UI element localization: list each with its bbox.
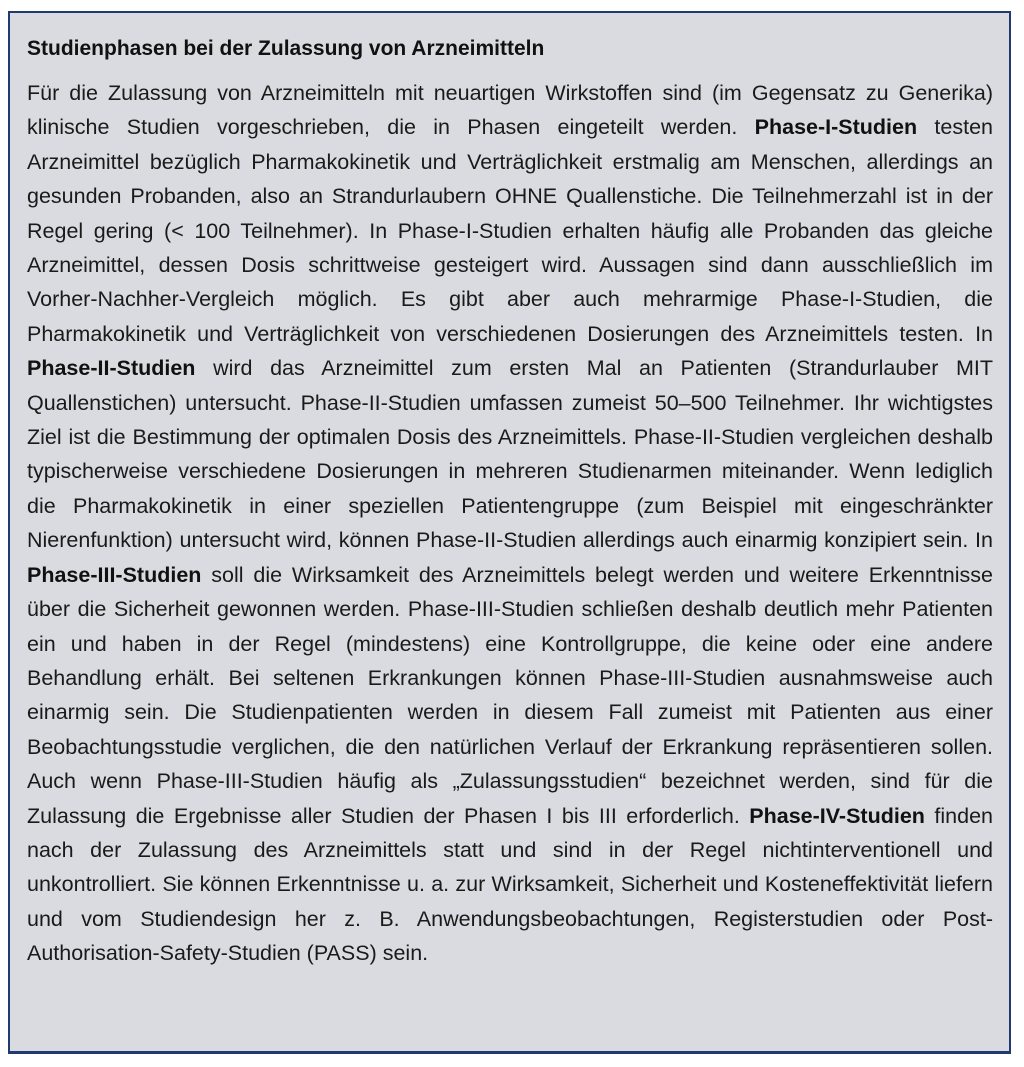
body-text-segment: finden nach der Zulassung des Arzneimittels statt und sind in der Regel nichtinterventionell und unkontrolliert. Sie können Erkenntnisse u. a. zur Wirksamkeit, Sicherheit und Kosteneffektivität liefern und vom Studiendesign her z. B. Anwendungsbeobachtungen, Registerstudien oder Post-Authorisation-Safety-Studien (PASS) sein. (27, 803, 993, 966)
body-text-segment: wird das Arzneimittel zum ersten Mal an Patienten (Strandurlauber MIT Quallenstichen) untersucht. Phase-II-Studien umfassen zumeist 50–500 Teilnehmer. Ihr wichtigstes Ziel ist die Bestimmung der optimalen Dosis des Arzneimittels. Phase-II-Studien vergleichen deshalb typischerweise verschiedene Dosierungen in mehreren Studienarmen miteinander. Wenn lediglich die Pharmakokinetik in einer speziellen Patientengruppe (zum Beispiel mit eingeschränkter Nierenfunktion) untersucht wird, können Phase-II-Studien allerdings auch einarmig konzipiert sein. In (27, 356, 993, 553)
body-text-segment: Für die Zulassung von Arzneimitteln mit neuartigen Wirkstoffen sind (im Gegensatz zu Generika) klinische Studien vorgeschrieben, die in Phasen eingeteilt werden. (27, 81, 993, 140)
info-box (8, 11, 1011, 1054)
box-body (27, 76, 993, 971)
phase-4-term: Phase-IV-Studien (749, 803, 925, 828)
body-text-segment: testen Arzneimittel bezüglich Pharmakokinetik und Verträglichkeit erstmalig am Menschen, allerdings an gesunden Probanden, also an Strandurlaubern OHNE Quallenstiche. Die Teilnehmerzahl ist in der Regel gering (< 100 Teilnehmer). In Phase-I-Studien erhalten häufig alle Probanden das gleiche Arzneimittel, dessen Dosis schrittweise gesteigert wird. Aussagen sind dann ausschließlich im Vorher-Nachher-Vergleich möglich. Es gibt aber auch mehrarmige Phase-I-Studien, die Pharmakokinetik und Verträglichkeit von verschiedenen Dosierungen des Arzneimittels testen. In (27, 115, 993, 346)
body-text-segment: soll die Wirksamkeit des Arzneimittels belegt werden und weitere Erkenntnisse über die Sicherheit gewonnen werden. Phase-III-Studien schließen deshalb deutlich mehr Patienten ein und haben in der Regel (mindestens) eine Kontrollgruppe, die keine oder eine andere Behandlung erhält. Bei seltenen Erkrankungen können Phase-III-Studien ausnahmsweise auch einarmig sein. Die Studienpatienten werden in diesem Fall zumeist mit Patienten aus einer Beobachtungsstudie verglichen, die den natürlichen Verlauf der Erkrankung repräsentieren sollen. Auch wenn Phase-III-Studien häufig als „Zulassungsstudien“ bezeichnet werden, sind für die Zulassung die Ergebnisse aller Studien der Phasen I bis III erforderlich. (27, 562, 993, 828)
phase-3-term: Phase-III-Studien (27, 562, 202, 587)
phase-1-term: Phase-I-Studien (754, 115, 918, 140)
box-title: Studienphasen bei der Zulassung von Arzneimitteln (27, 37, 545, 60)
phase-2-term: Phase-II-Studien (27, 356, 196, 381)
